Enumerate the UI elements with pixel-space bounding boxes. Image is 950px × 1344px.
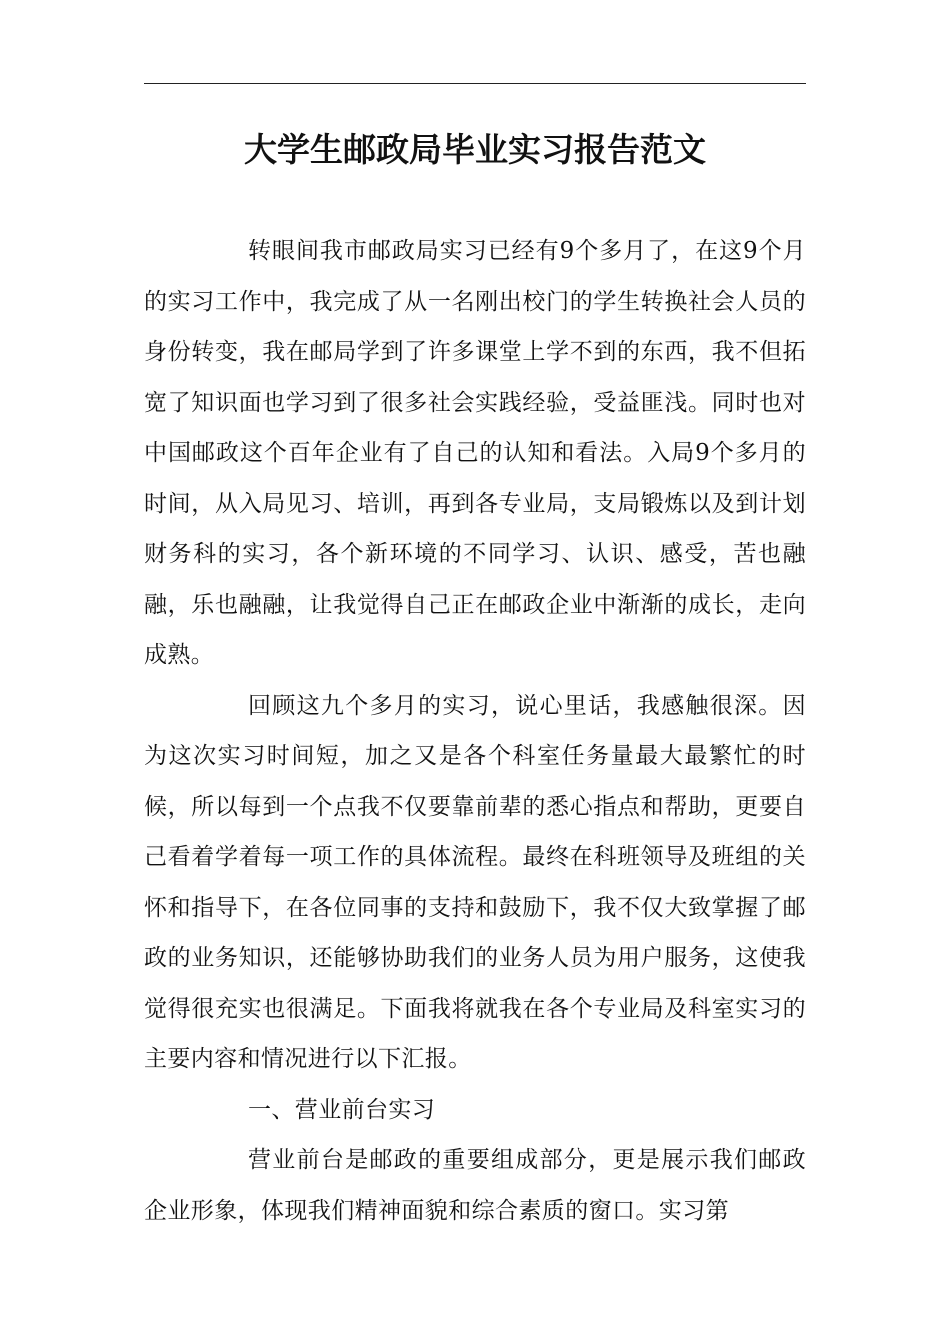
document-body [144,226,806,1236]
header-rule [144,83,806,84]
paragraph-section-front-desk: 营业前台是邮政的重要组成部分，更是展示我们邮政企业形象，体现我们精神面貌和综合素质的窗口。实习第 [144,1147,806,1224]
paragraph-review: 回顾这九个多月的实习，说心里话，我感触很深。因为这次实习时间短，加之又是各个科室任务量最大最繁忙的时候，所以每到一个点我不仅要靠前辈的悉心指点和帮助，更要自己看着学着每一项工作的具体流程。最终在科班领导及班组的关怀和指导下，在各位同事的支持和鼓励下，我不仅大致掌握了邮政的业务知识，还能够协助我们的业务人员为用户服务，这使我觉得很充实也很满足。下面我将就我在各个专业局及科室实习的主要内容和情况进行以下汇报。 [144,692,806,1072]
section-heading: 一、营业前台实习 [248,1096,436,1123]
paragraph-intro: 转眼间我市邮政局实习已经有9个多月了，在这9个月的实习工作中，我完成了从一名刚出校门的学生转换社会人员的身份转变，我在邮局学到了许多课堂上学不到的东西，我不但拓宽了知识面也学习到了很多社会实践经验，受益匪浅。同时也对中国邮政这个百年企业有了自己的认知和看法。入局9个多月的时间，从入局见习、培训，再到各专业局，支局锻炼以及到计划财务科的实习，各个新环境的不同学习、认识、感受，苦也融融，乐也融融，让我觉得自己正在邮政企业中渐渐的成长，走向成熟。 [144,238,806,668]
document-title: 大学生邮政局毕业实习报告范文 [244,130,706,169]
